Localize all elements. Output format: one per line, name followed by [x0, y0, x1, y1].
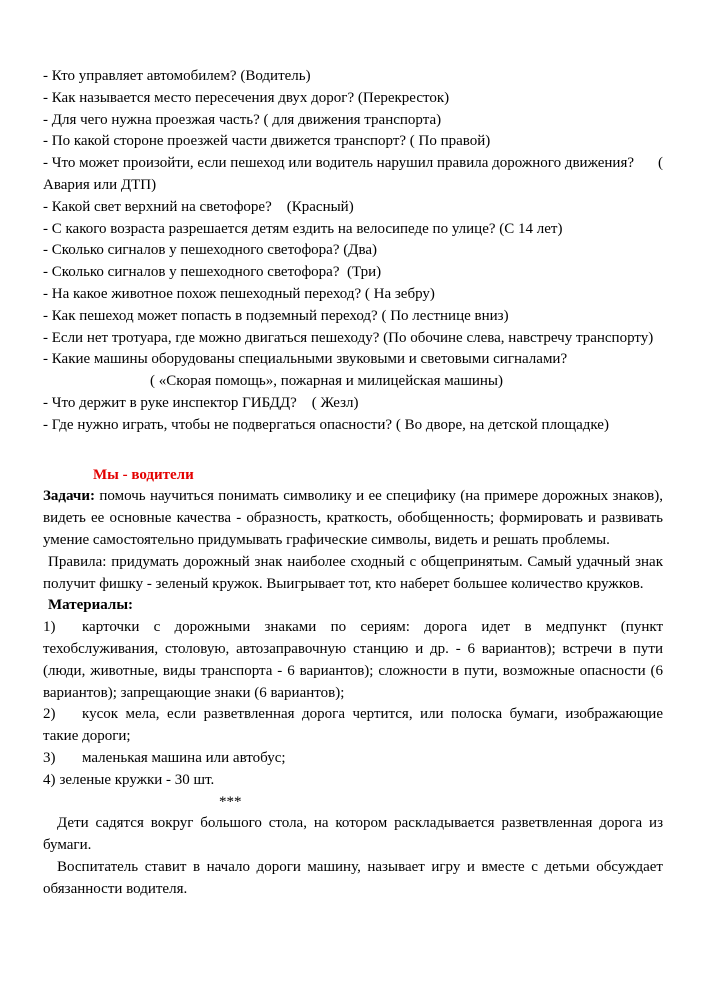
item-number: 3): [43, 749, 56, 766]
section-heading: Мы - водители: [93, 466, 194, 483]
question-line: - Какой свет верхний на светофоре? (Красный): [43, 198, 354, 215]
question-line: - Как пешеход может попасть в подземный переход? ( По лестнице вниз): [43, 307, 509, 324]
item-text: кусок мела, если разветвленная дорога чертится, или полоска бумаги, изображающие такие дороги;: [43, 706, 663, 745]
question-line: - Если нет тротуара, где можно двигаться пешеходу? (По обочине слева, навстречу транспорту): [43, 329, 654, 346]
question-line: - Для чего нужна проезжая часть? ( для движения транспорта): [43, 111, 442, 128]
materials-label: Материалы:: [48, 597, 134, 614]
rules-paragraph: Правила: придумать дорожный знак наиболее сходный с общепринятым. Самый удачный знак получит фишку - зеленый кружок. Выигрывает тот, кто наберет большее количество кружков.: [43, 553, 663, 592]
materials-heading: [43, 595, 663, 617]
open-paren: (: [658, 155, 663, 172]
body-paragraph: Воспитатель ставит в начало дороги машину, называет игру и вместе с детьми обсуждает обязанности водителя.: [43, 858, 663, 897]
asterisk-separator: ***: [219, 793, 242, 810]
question-line: - С какого возраста разрешается детям ездить на велосипеде по улице? (С 14 лет): [43, 220, 563, 237]
tasks-label: Задачи:: [43, 488, 96, 505]
question-line-accident: [43, 153, 663, 175]
answer-wrap-line: Авария или ДТП): [43, 176, 157, 193]
question-line: - Где нужно играть, чтобы не подвергаться опасности? ( Во дворе, на детской площадке): [43, 416, 609, 433]
question-line: - По какой стороне проезжей части движется транспорт? ( По правой): [43, 133, 491, 150]
item-text: зеленые кружки - 30 шт.: [59, 771, 215, 788]
body-paragraph: Дети садятся вокруг большого стола, на котором раскладывается разветвленная дорога из бумаги.: [43, 815, 663, 854]
item-text: маленькая машина или автобус;: [82, 749, 286, 766]
tasks-paragraph: [43, 486, 663, 551]
question-line: - Что держит в руке инспектор ГИБДД? ( Жезл): [43, 394, 359, 411]
materials-item: [43, 617, 663, 704]
answer-line-sirens: ( «Скорая помощь», пожарная и милицейская машины): [150, 373, 503, 390]
materials-item: [43, 770, 663, 792]
tasks-text: помочь научиться понимать символику и ее специфику (на примере дорожных знаков), видеть ее основные качества - образность, краткость, обобщенность; формировать и развивать умение самостоятельно придумывать графические символы, видеть и решать проблемы.: [43, 488, 663, 548]
item-text: карточки с дорожными знаками по сериям: дорога идет в медпункт (пункт техобслуживания, столовую, автозаправочную станцию и др. - 6 вариантов); встречи в пути (люди, животные, виды транспорта - 6 вариантов); сложности в пути, возможные опасности (6 вариантов); запрещающие знаки (6 вариантов);: [43, 619, 663, 701]
question-line: - Как называется место пересечения двух дорог? (Перекресток): [43, 89, 450, 106]
materials-item: [43, 704, 663, 748]
question-line: - Сколько сигналов у пешеходного светофора? (Три): [43, 264, 382, 281]
item-number: 1): [43, 619, 56, 636]
item-number: 4): [43, 771, 56, 788]
question-line: - На какое животное похож пешеходный переход? ( На зебру): [43, 285, 435, 302]
question-text: - Что может произойти, если пешеход или водитель нарушил правила дорожного движения?: [43, 155, 635, 172]
question-line: - Сколько сигналов у пешеходного светофора? (Два): [43, 242, 377, 259]
materials-item: [43, 748, 663, 770]
item-number: 2): [43, 706, 56, 723]
question-line: - Кто управляет автомобилем? (Водитель): [43, 68, 311, 84]
question-line: - Какие машины оборудованы специальными звуковыми и световыми сигналами?: [43, 351, 568, 368]
